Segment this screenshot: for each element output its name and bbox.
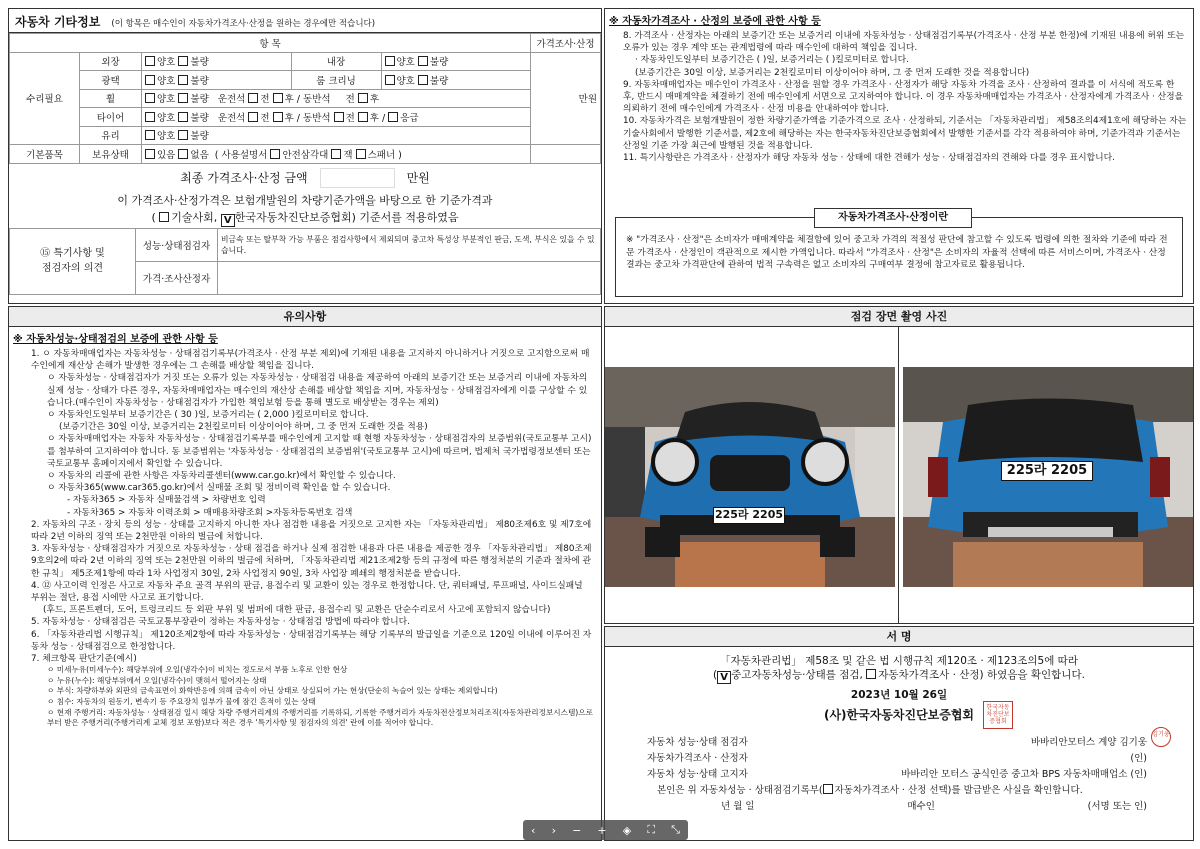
car-front-photo [605,367,895,587]
checkbox[interactable] [270,149,280,159]
checkbox[interactable] [273,112,283,122]
checkbox[interactable] [418,56,428,66]
note-1c: ㅇ 자동차인도일부터 보증기간은 ( 30 )일, 보증거리는 ( 2,000 )킬로미터로 합니다. [47,410,369,421]
note-7: 7. 체크항목 판단기준(예시) [31,654,137,665]
inspector-seal: 김기웅 [1151,727,1171,747]
notes-panel [8,306,602,841]
checkbox[interactable] [145,112,155,122]
label-manual: ( 사용설명서 [214,149,268,161]
row-room-cleaning: 룸 크리닝 [291,71,381,90]
checkbox[interactable] [178,56,188,66]
notes-header: ※ 자동차성능·상태점검의 보증에 관한 사항 등 [13,334,218,345]
prev-button[interactable]: ‹ [531,823,536,837]
label-good: 양호 [157,75,176,87]
buyer-label: 매수인 [907,801,935,812]
sign-line-2a: 중고자동차성능·상태를 점검, [731,669,863,681]
final-price-row [9,164,601,192]
notifier-name: 바바리안 모터스 공식인증 중고차 BPS 자동차매매업소 (인) [901,769,1147,780]
checkbox[interactable] [248,112,258,122]
fullscreen-button[interactable]: ⛶ [647,823,656,836]
label-rear: 후 / [369,112,386,124]
checkbox[interactable] [178,93,188,103]
label-bad: 불량 [190,131,209,143]
zoom-out-button[interactable]: − [572,823,582,837]
checkbox[interactable] [145,149,155,159]
label-spanner: 스패너 ) [367,149,402,161]
checkbox[interactable] [356,149,366,159]
checkbox[interactable] [145,93,155,103]
label-engineer-society: 기술사회, [171,210,218,224]
special-label-2: 점검자의 의견 [41,263,104,274]
label-none: 없음 [190,149,209,161]
label-rear-pass: 후 / 동반석 [284,94,331,106]
label-front: 전 [260,94,270,106]
label-jack: 잭 [343,149,353,161]
note-7c: ㅇ 부식: 차량하부와 외판의 금속표면이 화학반응에 의해 금속이 아닌 상태로 상실되어 가는 현상(단순히 녹슬어 있는 상태는 제외합니다) [47,686,498,696]
col-price: 가격조사·산정 [531,34,601,53]
checked-v-box[interactable]: V [221,214,235,227]
checkbox[interactable] [178,149,188,159]
other-info-panel [8,8,602,304]
row-tire: 타이어 [80,108,142,127]
special-label-1: ⑮ 특기사항 및 [40,248,105,259]
checkbox[interactable] [248,93,258,103]
label-bad: 불량 [190,57,209,69]
confirm-b: 자동차가격조사 · 산정 선택)를 발급받은 사실을 확인합니다. [834,785,1083,796]
checkbox-confirm[interactable] [823,784,833,794]
sign-line-2b: 자동차가격조사 · 산정) 하였음을 확인합니다. [878,669,1085,681]
checkbox[interactable] [418,75,428,85]
label-good: 양호 [157,131,176,143]
price-assessor-seal: (인) [1130,753,1147,764]
basis-line-2 [9,209,601,228]
sign-org: (사)한국자동차진단보증협회 [823,708,975,722]
sign-line-1: 「자동차관리법」 제58조 및 같은 법 시행규칙 제120조 · 제123조의5에 따라 [720,655,1078,667]
checkbox[interactable] [385,75,395,85]
label-have: 있음 [157,149,176,161]
note-7b: ㅇ 누유(누수): 해당부위에서 오일(냉각수)이 맺혀서 떨어지는 상태 [47,675,267,685]
fit-button[interactable]: ◈ [622,823,632,837]
checkbox[interactable] [334,112,344,122]
rear-plate: 225라 2205 [1001,461,1093,481]
note-1d: (보증기간은 30일 이상, 보증거리는 2천킬로미터 이상이어야 하며, 그 중 먼저 도래한 것을 적용) [59,422,428,433]
paren: ( [151,210,156,224]
notes-body [9,348,601,729]
inspector-label: 자동차 성능·상태 점검자 [647,737,748,748]
label-front: 전 [345,94,355,106]
label-bad: 불량 [190,112,209,124]
other-info-title-bar [9,9,601,33]
checkbox[interactable] [385,56,395,66]
note-6: 6. 「자동차관리법 시행규칙」 제120조제2항에 따라 자동차성능 · 상태점검기록부는 해당 기록부의 발급일을 기준으로 120일 이내에 이루어진 자동차 성능 · 상태점검으로 한정합니다. [31,629,592,652]
label-emergency: 응급 [400,112,419,124]
note-2: 2. 자동차의 구조 · 장치 등의 성능 · 상태를 고지하지 아니한 자나 점검한 내용을 거짓으로 고지한 자는 「자동차관리법」 제80조제6호 및 제7호에 따라 2년 이하의 징역 또는 2천만원 이하의 벌금에 처합니다. [31,519,592,543]
repair-label: 수리필요 [10,52,80,145]
viewer-toolbar [523,820,688,840]
row-exterior: 외장 [80,52,142,71]
perf-inspector-label: 성능·상태점검자 [136,228,218,261]
checkbox[interactable] [388,112,398,122]
checkbox[interactable] [178,112,188,122]
item-8b: · 자동차인도일부터 보증기간은 ( )일, 보증거리는 ( )킬로미터로 합니다. [635,55,909,66]
price-won: 만원 [531,52,601,145]
label-driver: 운전석 [217,112,246,124]
signature-panel [604,626,1194,841]
next-button[interactable]: › [551,823,556,837]
note-1b: ㅇ 자동차성능 · 상태점검자가 거짓 또는 오류가 있는 자동차성능 · 상태점검 내용을 제공하여 아래의 보증기간 또는 보증거리 이내에 자동차의 실제 성능 · 상태가 다른 경우, 자동차매매업자는 매수인의 재산상 손해를 배상할 책임을 지며, 자동차성능 · 상태점검자에게 이를 구상할 수 있습니다.(매수인이 자동차성능 · 상태점검자가 가입한 책임보험 등을 통해 별도로 배상받는 경우는 제외) [47,373,588,408]
checked-v-box-sign[interactable]: V [717,671,731,684]
price-inspector-label: 가격·조사산정자 [136,261,218,294]
final-price-unit: 만원 [406,171,430,185]
basic-label: 기본품목 [10,145,80,164]
price-guarantee-panel [604,8,1194,304]
final-price-label: 최종 가격조사·산정 금액 [180,171,308,185]
note-7e: ㅇ 현재 주행거리: 자동차성능 · 상태점검 일시 해당 차량 주행거리계의 주행거리를 기록하되, 기록한 주행거리가 자동차전산정보처리조직(자동차관리정보시스템)으로부터 받은 주행거리(주행거리계 교체 정보 포함)보다 적은 경우 '특기사항 및 점검자의 의견' 란에 이를 적어야 합니다. [47,707,593,728]
checkbox[interactable] [358,112,368,122]
note-4: 4. ⑫ 사고이력 인정은 사고로 자동차 주요 골격 부위의 판금, 용접수리 및 교환이 있는 경우로 한정합니다. 단, 쿼터패널, 루프패널, 사이드실패널 부위는 절단, 용접 시에만 사고로 표기합니다. [31,580,583,604]
note-7a: ㅇ 미세누유(미세누수): 해당부위에 오일(냉각수)이 비치는 정도로서 부품 노후로 인한 현상 [47,665,348,675]
note-1: 1. ㅇ 자동차매매업자는 자동차성능 · 상태점검기록부(가격조사 · 산정 부분 제외)에 기재된 내용을 고지하지 아니하거나 거짓으로 고지함으로써 매수인에게 재산상 손해가 발생한 경우에는 그 손해를 배상할 책임을 집니다. [31,349,590,372]
label-driver: 운전석 [217,94,246,106]
sign-line-2: ( V 중고자동차성능·상태를 점검, 자동차가격조사 · 산정) 하였음을 확인합니다. [713,669,1085,683]
photos-panel [604,306,1194,624]
buyer-date: 년 월 일 [721,801,755,812]
note-1h: - 자동차365 > 자동차 실매물검색 > 차량번호 입력 [67,495,266,506]
col-item: 항 목 [10,34,531,53]
note-5: 5. 자동차성능 · 상태점검은 국토교통부장관이 정하는 자동차성능 · 상태점검 방법에 따라야 합니다. [31,617,410,628]
front-plate: 225라 2205 [713,507,785,524]
what-is-title: 자동차가격조사·산정이란 [814,208,972,228]
item-8: 8. 가격조사 · 산정자는 아래의 보증기간 또는 보증거리 이내에 자동차성능 · 상태점검기록부(가격조사 · 산정 부분 한정)에 기재된 내용에 허위 또는 오류가 있는 경우 계약 또는 관계법령에 따라 매수인에 대하여 책임을 집니다. [623,31,1185,54]
confirm-a: 본인은 위 자동차성능 · 상태점검기록부( [657,785,823,796]
price-assessor-label: 자동차가격조사 · 산정자 [647,753,748,764]
label-bad: 불량 [429,75,449,87]
row-wheel: 휠 [80,89,142,108]
collapse-button[interactable]: ⤡ [671,823,680,836]
label-bad: 불량 [190,94,209,106]
item-11: 11. 특기사항란은 가격조사 · 산정자가 해당 자동차 성능 · 상태에 대한 견해가 성능 · 상태점검자의 견해와 다를 경우 표시합니다. [623,153,1115,164]
sign-rows [647,735,1147,815]
row-interior: 내장 [291,52,381,71]
label-good: 양호 [396,57,415,69]
note-4b: (후드, 프론트펜더, 도어, 트렁크리드 등 외판 부위 및 범퍼에 대한 판금, 용접수리 및 교환은 단순수리로서 사고에 포함되지 않습니다) [43,605,551,616]
perf-note: 비금속 또는 탈부착 가능 부품은 점검사항에서 제외되며 중고차 특성상 부분적인 판금, 도색, 부식은 있을 수 있습니다. [218,228,601,261]
buyer-sign: (서명 또는 인) [1087,801,1147,812]
note-7d: ㅇ 침수: 자동차의 원동기, 변속기 등 주요장치 일부가 물에 잠긴 흔적이 있는 상태 [47,697,316,707]
label-good: 양호 [157,94,176,106]
label-good: 양호 [157,112,176,124]
zoom-in-button[interactable]: + [597,823,607,837]
other-info-note: (이 항목은 매수인이 자동차가격조사·산정을 원하는 경우에만 적습니다) [111,19,376,29]
label-rear: 후 [369,94,380,106]
item-9: 9. 자동차매매업자는 매수인이 가격조사 · 산정을 원할 경우 가격조사 · 산정자가 해당 자동차 가격을 조사 · 산정하여 결과를 이 서식에 적도록 한 후, 반드시 매매계약을 체결하기 전에 매수인에게 서면으로 고지하여야 합니다. 이 경우 자동차매매업자는 가격조사 · 산정자에게 가격조사 · 산정을 의뢰하기 전에 매수인에게 가격조사 · 산정 비용을 안내하여야 합니다. [623,79,1184,115]
checkbox[interactable] [145,56,155,66]
checkbox[interactable] [145,130,155,140]
note-1f: ㅇ 자동차의 리콜에 관한 사항은 자동차리콜센터(www.car.go.kr)에서 확인할 수 있습니다. [47,471,396,482]
repair-table [9,33,601,164]
row-gloss: 광택 [80,71,142,90]
notes-section-title: 유의사항 [9,307,601,327]
what-is-text: ※ "가격조사 · 산정"은 소비자가 매매계약을 체결함에 있어 중고차 가격의 적절성 판단에 참고할 수 있도록 법령에 의한 절차와 기준에 따라 전문 가격조사 · 산정인이 객관적으로 제시한 가액입니다. 따라서 "가격조사 · 산정"은 소비자의 자율적 선택에 따른 서비스이며, 가격조사 · 산정 결과는 중고차 가격판단에 관하여 법적 구속력은 없고 소비자의 구매여부 결정에 참고자료로 활용됩니다. [626,235,1168,270]
checkbox-price[interactable] [866,669,876,679]
note-1g: ㅇ 자동차365(www.car365.go.kr)에서 실매물 조회 및 정비이력 확인을 할 수 있습니다. [47,483,391,494]
checkbox[interactable] [178,75,188,85]
car-front-illustration [605,367,895,587]
photos-section-title: 점검 장면 촬영 사진 [605,307,1193,327]
sign-date: 2023년 10월 26일 [850,689,948,701]
inspector-name: 바바리안모터스 계양 김기웅 [1030,737,1147,748]
checkbox[interactable] [331,149,341,159]
checkbox[interactable] [273,93,283,103]
label-front: 전 [260,112,270,124]
label-good: 양호 [396,75,415,87]
label-front: 전 [345,112,355,124]
photo-divider [898,327,899,624]
item-8c: (보증기간은 30일 이상, 보증거리는 2천킬로미터 이상이어야 하며, 그 중 먼저 도래한 것을 적용합니다) [635,67,1030,78]
other-info-title: 자동차 기타정보 [15,15,101,29]
label-good: 양호 [157,57,176,69]
row-possession: 보유상태 [80,145,142,164]
label-kadia: 한국자동차진단보증협회) 기준서를 적용하였음 [234,210,459,224]
note-3: 3. 자동차성능 · 상태점검자가 거짓으로 자동차성능 · 상태 점검을 하거나 실제 점검한 내용과 다른 내용을 제공한 경우 「자동차관리법」 제80조제9호의2에 따라 2년 이하의 징역 또는 2천만원 이하의 벌금에 처하며, 「자동차관리법 제21조제2항 등의 규정에 따른 행정처분의 기준과 절차에 관한 규칙」 제5조제1항에 따라 1차 사업정지 30일, 2차 사업정지 90일, 3차 사업장 폐쇄의 행정처분을 받습니다. [31,544,592,579]
checkbox[interactable] [358,93,368,103]
label-triangle: 안전삼각대 [282,149,329,161]
association-seal: 한국자동차진단보증협회 [983,701,1013,729]
basis-line-1: 이 가격조사·산정가격은 보험개발원의 차량기준가액을 바탕으로 한 기준가격과 [117,193,493,207]
label-bad: 불량 [429,57,449,69]
notifier-label: 자동차 성능·상태 고지자 [647,769,748,780]
note-1e: ㅇ 자동차매매업자는 자동차 자동차성능 · 상태점검기록부를 매수인에게 고지할 때 현행 자동차성능 · 상태점검자의 보증범위(국토교통부 고시)를 첨부하여 고지하여야 합니다. 동 보증범위는 '자동차성능 · 상태점검의 보증범위'(국토교통부 고시)에 따르며, 법제처 국가법령정보센터 또는 국토교통부 홈페이지에서 확인할 수 있습니다. [47,434,592,469]
checkbox[interactable] [178,130,188,140]
checkbox[interactable] [145,75,155,85]
special-table [9,228,601,295]
signature-section-title: 서 명 [605,627,1193,647]
label-rear-pass: 후 / 동반석 [284,112,331,124]
item-10: 10. 자동차가격은 보험개발원이 정한 차량기준가액을 기준가격으로 조사 · 산정하되, 기준서는 「자동차관리법」 제58조의4제1호에 해당하는 자는 기술사회에서 발행한 기준서를, 제2호에 해당하는 자는 한국자동차진단보증협회에서 발행한 기준서를 각각 적용하여야 하며, 기준가격과 기준서는 산정일 기준 가장 최근에 발행된 것을 적용합니다. [623,116,1187,151]
price-guarantee-body [605,30,1193,164]
final-price-input[interactable] [320,168,395,188]
what-is-price-box [615,212,1183,297]
note-1i: - 자동차365 > 자동차 이력조회 > 매매용차량조회 >자동차등록번호 검색 [67,507,353,518]
checkbox-engineer-society[interactable] [159,212,169,222]
label-bad: 불량 [190,75,209,87]
row-glass: 유리 [80,126,142,145]
price-guarantee-header: ※ 자동차가격조사 · 산정의 보증에 관한 사항 등 [609,16,821,27]
